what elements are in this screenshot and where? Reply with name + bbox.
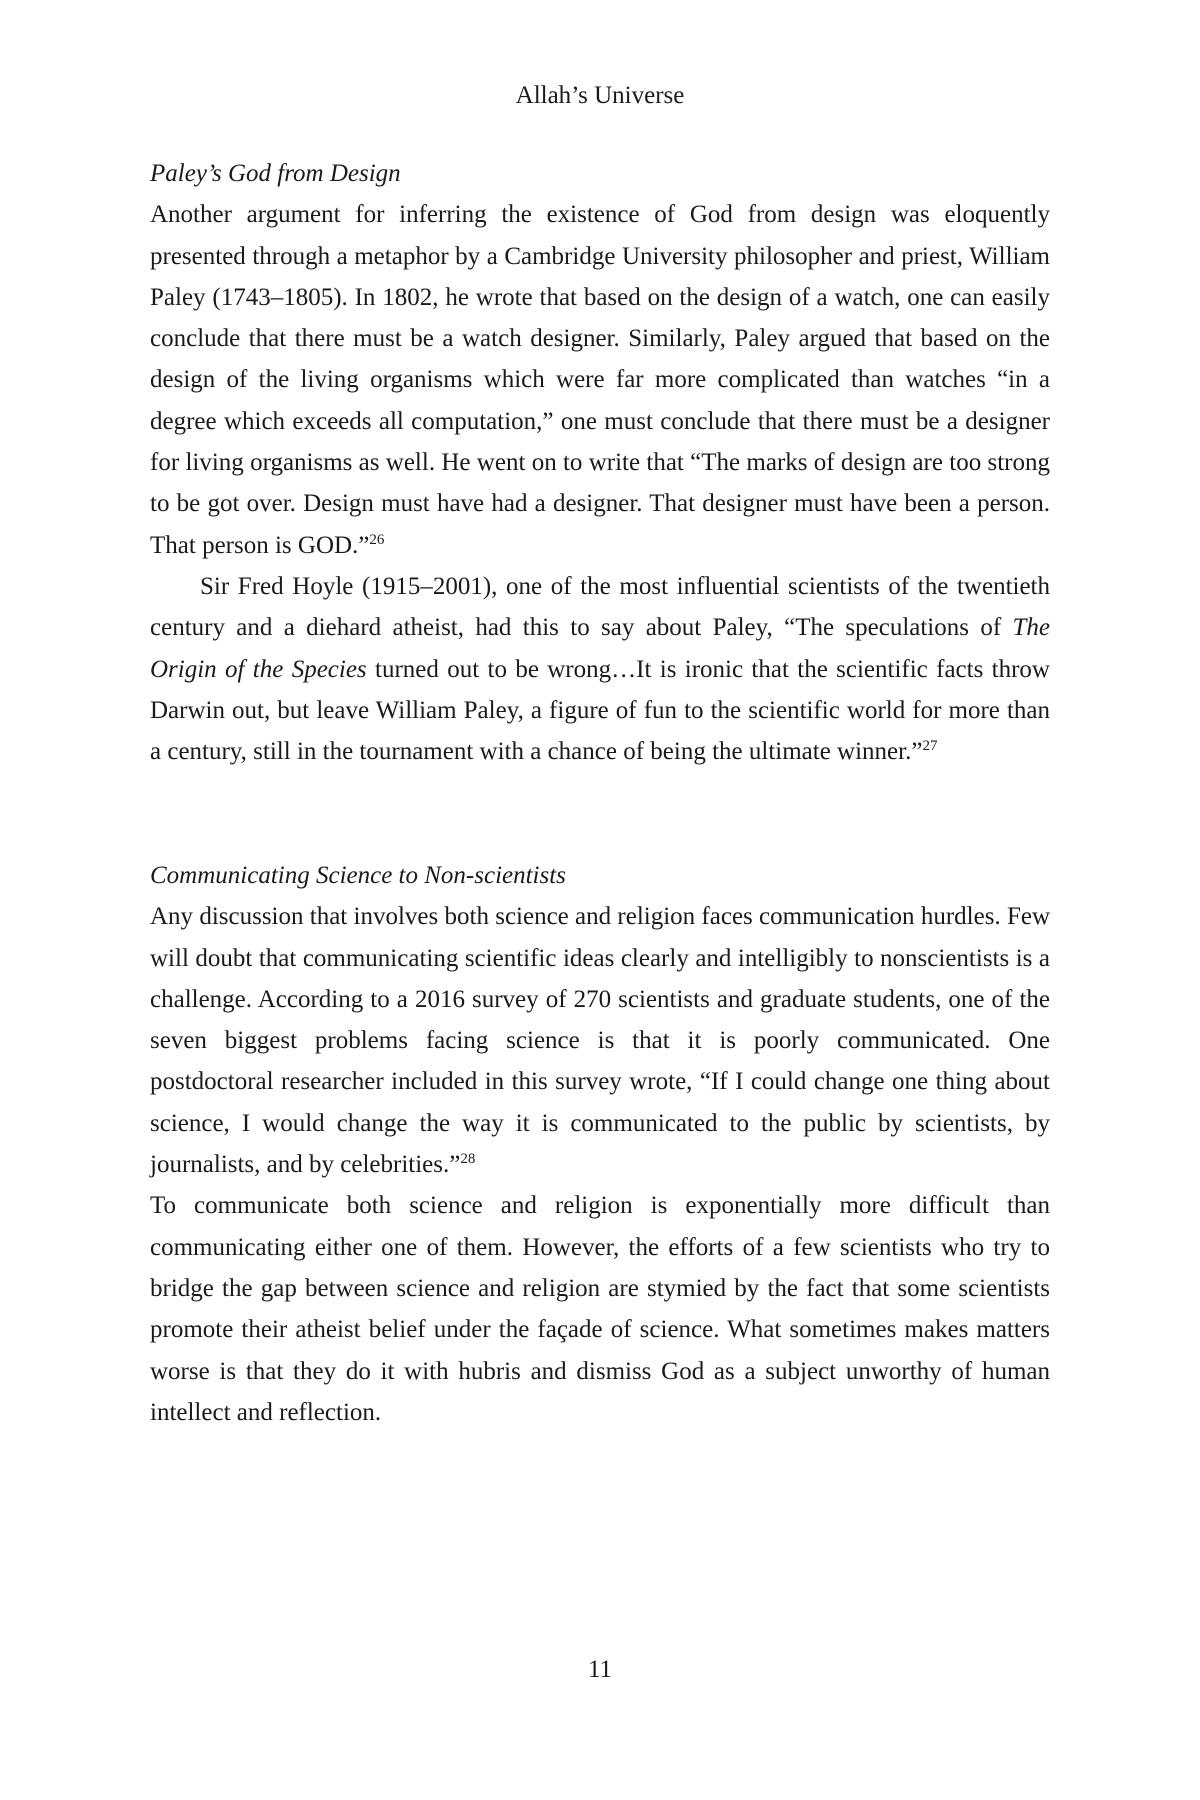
paragraph [150,896,1050,1185]
paragraph-text: turned out to be wrong…It is ironic that the scientific facts throw Darwin out, but leave William Paley, a figure of fun to the scientific world for more than a century, still in the tournament with a chance of being the ultimate winner.” [150,655,1050,766]
paragraph-text: Sir Fred Hoyle (1915–2001), one of the most influential scientists of the twentieth century and a diehard atheist, had this to say about Paley, “The speculations of [150,572,1050,642]
paragraph-text: Any discussion that involves both science and religion faces communication hurdles. Few will doubt that communicating scientific ideas clearly and intelligibly to nonscientists is a challenge. According to a 2016 survey of 270 scientists and graduate students, one of the seven biggest problems facing science is that it is poorly communicated. One postdoctoral researcher included in this survey wrote, “If I could change one thing about science, I would change the way it is communicated to the public by scientists, by journalists, and by celebrities.” [150,903,1050,1179]
section-heading: Paley’s God from Design [150,160,401,187]
running-header: Allah’s Universe [515,82,685,109]
section-heading: Communicating Science to Non-scientists [150,862,566,889]
section-paley [150,153,1050,772]
footnote-marker: 27 [922,738,938,755]
footnote-marker: 26 [369,531,385,548]
footnote-marker: 28 [460,1151,476,1168]
page-number: 11 [587,1656,613,1683]
paragraph-text: Another argument for inferring the existence of God from design was eloquently presented through a metaphor by a Cambridge University philosopher and priest, William Paley (1743–1805). In 1802, he wrote that based on the design of a watch, one can easily conclude that there must be a watch designer. Similarly, Paley argued that based on the design of the living organisms which were far more complicated than watches “in a degree which exceeds all computation,” one must conclude that there must be a designer for living organisms as well. He went on to write that “The marks of design are too strong to be got over. Design must have had a designer. That designer must have been a person. That person is GOD.” [150,201,1050,559]
section-communicating-science [150,855,1050,1433]
paragraph [150,1185,1050,1433]
paragraph [150,566,1050,772]
paragraph [150,194,1050,566]
book-title: The Origin of the Species [150,614,1050,683]
paragraph-text: To communicate both science and religion is exponentially more difficult than communicating either one of them. However, the efforts of a few scientists who try to bridge the gap between science and religion are stymied by the fact that some scientists promote their atheist belief under the façade of science. What sometimes makes matters worse is that they do it with hubris and dismiss God as a subject unworthy of human intellect and reflection. [150,1192,1050,1426]
